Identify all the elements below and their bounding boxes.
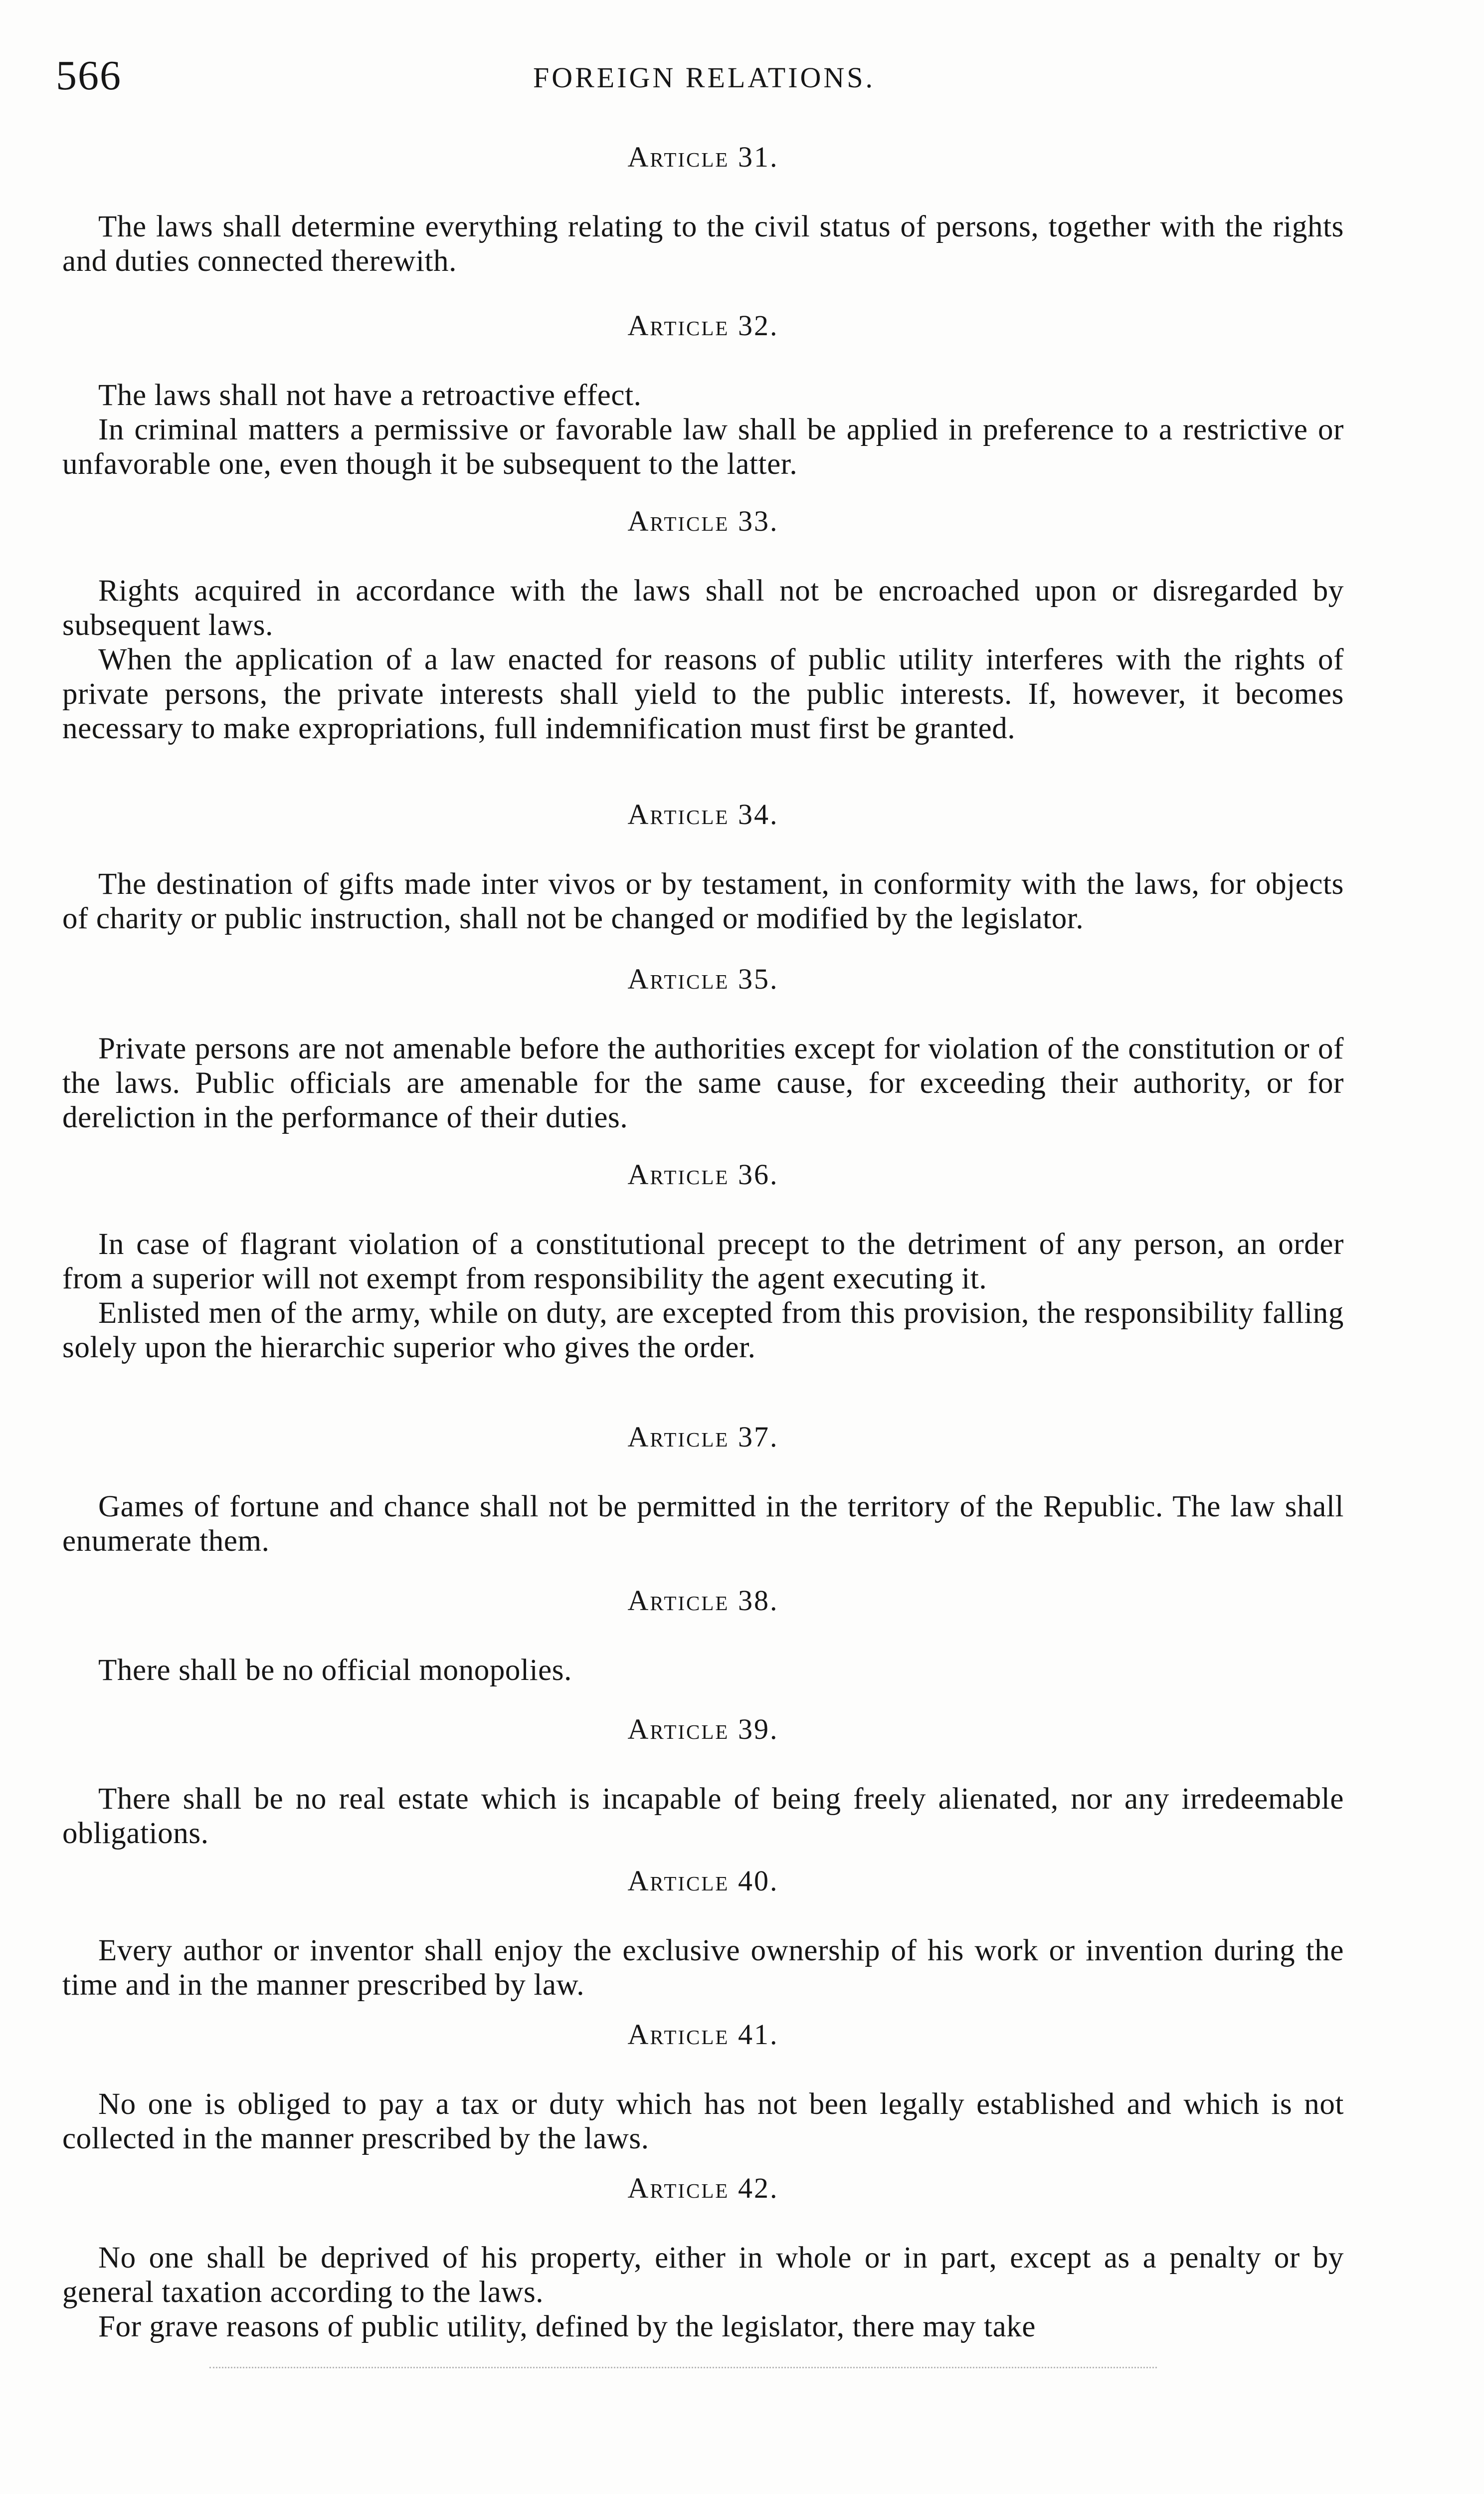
article-paragraph: Every author or inventor shall enjoy the exclusive ownership of his work or invention during the time and in the manner prescribed by law. (62, 1934, 1344, 2002)
article-paragraph: Enlisted men of the army, while on duty, are excepted from this provision, the responsibility falling solely upon the hierarchic superior who gives the order. (62, 1296, 1344, 1364)
article-39 (62, 1712, 1344, 1851)
page-number: 566 (56, 52, 122, 99)
article-heading: Article 31. (627, 141, 779, 173)
running-head (56, 46, 1352, 111)
article-paragraph: Games of fortune and chance shall not be permitted in the territory of the Republic. The law shall enumerate them. (62, 1490, 1344, 1558)
article-paragraph: Private persons are not amenable before the authorities except for violation of the constitution or of the laws. Public officials are amenable for the same cause, for exceeding their authority, or for dereliction in the performance of their duties. (62, 1032, 1344, 1134)
article-38 (62, 1583, 1344, 1687)
article-heading: Article 39. (627, 1713, 779, 1745)
article-paragraph: There shall be no official monopolies. (98, 1654, 572, 1687)
article-paragraph: There shall be no real estate which is incapable of being freely alienated, nor any irredeemable obligations. (62, 1782, 1344, 1850)
article-heading: Article 40. (627, 1865, 779, 1897)
article-42 (62, 2171, 1344, 2344)
article-paragraph: No one shall be deprived of his property, either in whole or in part, except as a penalty or by general taxation according to the laws. (62, 2241, 1344, 2309)
article-33 (62, 504, 1344, 746)
article-heading: Article 42. (627, 2172, 779, 2204)
article-40 (62, 1864, 1344, 2002)
article-heading: Article 35. (627, 963, 779, 995)
article-41 (62, 2017, 1344, 2156)
article-paragraph: When the application of a law enacted for reasons of public utility interferes with the rights of private persons, the private interests shall yield to the public interests. If, however, it becomes necessary to make expropriations, full indemnification must first be granted. (62, 643, 1344, 745)
article-paragraph: In case of flagrant violation of a constitutional precept to the detriment of any person, an order from a superior will not exempt from responsibility the agent executing it. (62, 1228, 1344, 1295)
article-35 (62, 962, 1344, 1135)
article-heading: Article 36. (627, 1158, 779, 1191)
article-paragraph: Rights acquired in accordance with the laws shall not be encroached upon or disregarded by subsequent laws. (62, 574, 1344, 642)
article-heading: Article 32. (627, 309, 779, 342)
article-heading: Article 37. (627, 1421, 779, 1453)
article-32 (62, 308, 1344, 481)
article-paragraph: In criminal matters a permissive or favorable law shall be applied in preference to a restrictive or unfavorable one, even though it be subsequent to the latter. (62, 413, 1344, 481)
running-title: FOREIGN RELATIONS. (533, 61, 876, 94)
article-heading: Article 41. (627, 2018, 779, 2051)
article-paragraph: No one is obliged to pay a tax or duty which has not been legally established and which is not collected in the manner prescribed by the laws. (62, 2087, 1344, 2155)
article-paragraph: The laws shall determine everything relating to the civil status of persons, together with the rights and duties connected therewith. (62, 210, 1344, 278)
article-heading: Article 33. (627, 505, 779, 537)
article-34 (62, 797, 1344, 936)
article-31 (62, 140, 1344, 278)
article-paragraph: The laws shall not have a retroactive effect. (98, 379, 642, 412)
article-paragraph: The destination of gifts made inter vivos or by testament, in conformity with the laws, for objects of charity or public instruction, shall not be changed or modified by the legislator. (62, 867, 1344, 935)
article-36 (62, 1157, 1344, 1365)
article-heading: Article 38. (627, 1584, 779, 1617)
article-37 (62, 1420, 1344, 1558)
footer-scan-rule (209, 2367, 1157, 2370)
article-heading: Article 34. (627, 798, 779, 831)
article-paragraph: For grave reasons of public utility, defined by the legislator, there may take (98, 2310, 1036, 2343)
